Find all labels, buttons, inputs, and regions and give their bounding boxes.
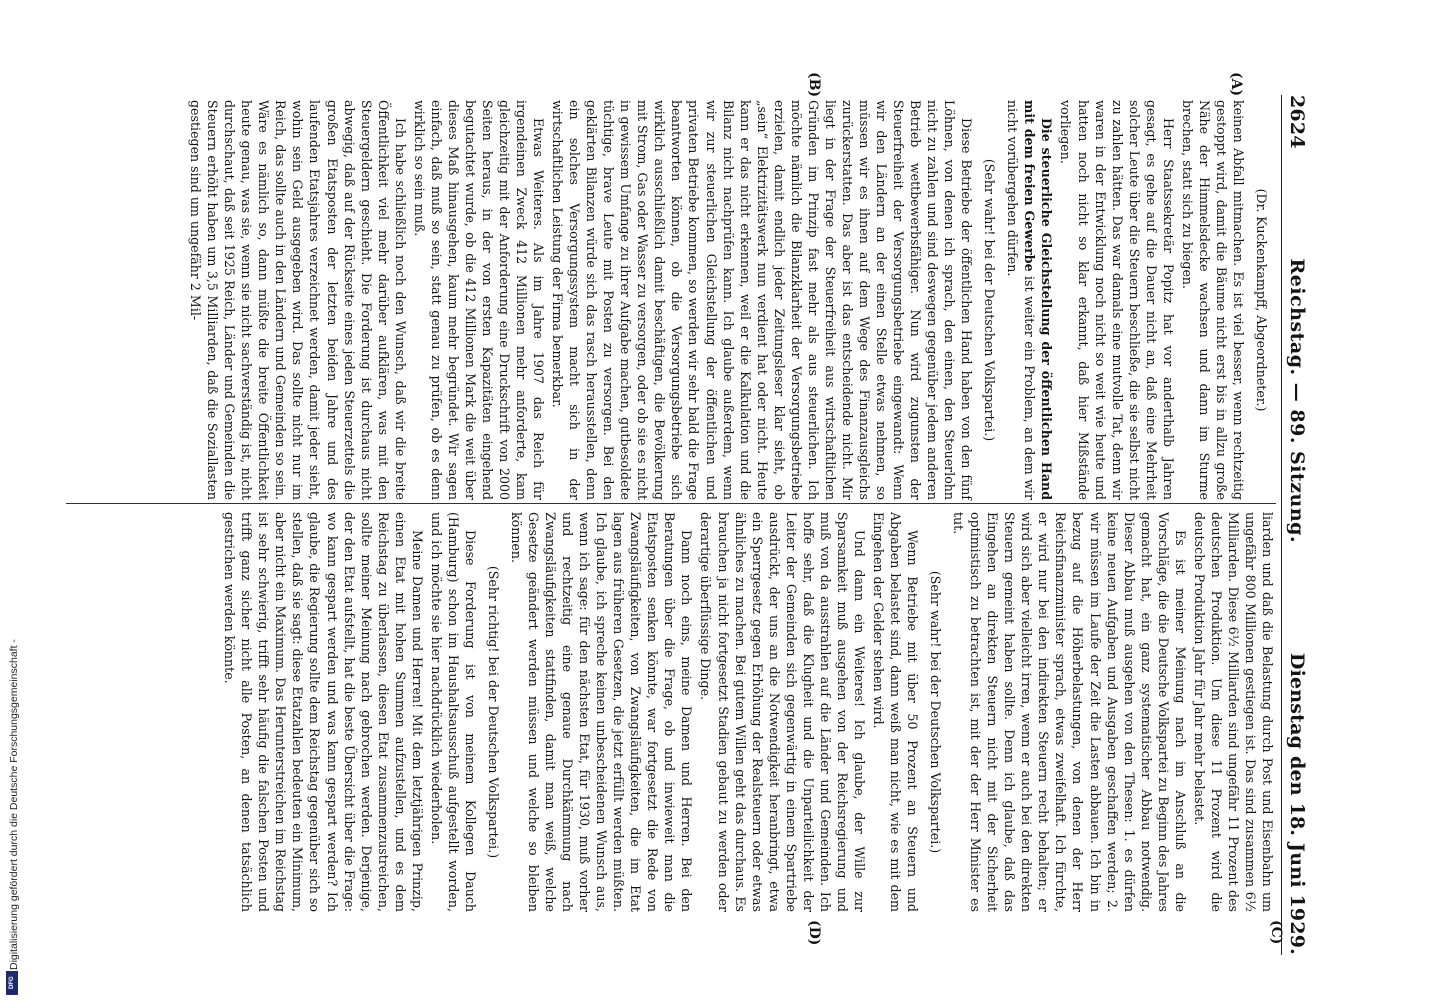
- paragraph: Dann noch eins, meine Damen und Herren. Bei den Beratungen über die Frage, ob und inwieweit man die Etatsposten senken könnte, war fortgesetzt die Rede von Zwangsläufigkeiten, von Zwangsläufigkeiten, die im Etat lagen aus früheren Gesetzen, die jetzt erfüllt werden müßten. Ich glaube, ich spreche keinen unbescheidenen Wunsch aus, wenn ich sage: für den nächsten Etat, für 1930, muß vorher und rechtzeitig eine genaue Durchkämmung nach Zwangsläufigkeiten stattfinden, damit man weiß, welche Gesetze geändert werden müssen und welche so bleiben können.: [508, 512, 695, 912]
- right-column: [219, 512, 1276, 912]
- header-session-title: Reichstag. — 89. Sitzung.: [1286, 258, 1308, 544]
- speaker-line: (Dr. Kuckenkampff, Abgeordneter.): [1254, 188, 1269, 412]
- applause-note: (Sehr richtig! bei der Deutschen Volkspartei.): [485, 565, 501, 859]
- header-date: Dienstag den 18. Juni 1929.: [1286, 652, 1308, 955]
- header-rule: [1281, 95, 1282, 955]
- page-number: 2624: [1286, 95, 1308, 149]
- paragraph: Herr Staatssekretär Popitz hat vor anderthalb Jahren gesagt, es gehe auf die Dauer nicht an, daß eine Mehrheit solcher Leute über die Steuern beschließe, die sie selbst nicht zu zahlen hätten. Das war damals eine mutvolle Tat, denn wir waren in der Entwicklung noch nicht so weit wie heute und hatten noch nicht so klar erkannt, daß hier Mißstände vorliegen.: [1058, 100, 1176, 500]
- left-column: [185, 100, 1276, 500]
- paragraph: Und dann ein Weiteres! Ich glaube, der Wille zur Sparsamkeit muß ausgehen von der Reichsregierung und muß von da ausstrahlen auf die Länder und Gemeinden. Ich hoffe sehr, daß die Klugheit und die Unparteilichkeit der Leiter der Gemeinden sich gegenwärtig in einem Spartriebe ausdrückt, der uns an die Notwendigkeit heranbringt, etwa ein Sperrgesetz gegen Erhöhung der Realsteuern oder etwas ähnliches zu machen. Bei gutem Willen geht das durchaus. Es brauchen ja nicht fortgesetzt Stadien gebaut zu werden oder derartige überflüssige Dinge.: [698, 512, 867, 912]
- applause-note: (Sehr wahr! bei der Deutschen Volkspartei.): [928, 570, 944, 854]
- margin-mark-c: (C): [1268, 920, 1284, 945]
- margin-mark-d: (D): [806, 920, 822, 946]
- paragraph: Diese Forderung ist von meinem Kollegen Dauch (Hamburg) schon im Haushaltsausschuß aufgestellt worden, und ich möchte sie hier nachdrücklich wiederholen.: [428, 512, 478, 912]
- paragraph: Es ist meiner Meinung nach im Anschluß an die Vorschläge, die die Deutsche Volkspartei zu Beginn des Jahres gemacht hat, ein ganz systematischer Abbau notwendig. Dieser Abbau muß ausgehen von den Thesen: 1. es dürfen keine neuen Aufgaben und Ausgaben geschaffen werden; 2. wir müssen im Laufe der Zeit die Lasten abbauen. Ich bin in bezug auf die Höherbelastungen, von denen der Herr Reichsfinanzminister sprach, etwas zweifelhaft. Ich fürchte, er wird nur bei den indirekten Steuern recht behalten; er wird sich aber vielleicht irren, wenn er auch bei den direkten Steuern gemeint haben sollte. Denn ich glaube, daß das Eingehen an direkten Steuern nicht mit der Sicherheit optimistisch zu betrachten ist, mit der der Herr Minister es tut.: [951, 512, 1188, 912]
- paragraph: Meine Damen und Herren! Mit dem letztjährigen Prinzip, einen Etat mit hohen Summen aufzustellen, und es dem Reichstag zu überlassen, diesen Etat zusammenzustreichen, sollte meiner Meinung nach gebrochen werden. Derjenige, der den Etat aufstellt, hat die beste Übersicht über die Frage: wo kann gespart werden und was kann gespart werden? Ich glaube, die Regierung sollte dem Reichstag gegenüber sich so stellen, daß sie sagt: diese Etatzahlen bedeuten ein Minimum, aber nicht ein Maximum. Das Herunterstreichen im Reichstag ist sehr schwierig, trifft sehr häufig die falschen Posten und trifft ganz sicher nicht alle Posten, an denen tatsächlich gestrichen werden könnte.: [222, 512, 425, 912]
- applause-note: (Sehr wahr! bei der Deutschen Volkspartei.): [982, 158, 998, 442]
- bold-phrase: Die steuerliche Gleichstellung der öffentlichen Hand mit dem freien Gewerbe: [1022, 100, 1055, 500]
- paragraph: Etwas Weiteres. Als im Jahre 1907 das Reich für irgendeinen Zweck 412 Millionen mehr anforderte, kam gleichzeitig mit der Anforderung eine Druckschrift von 2000 Seiten heraus, in der von ersten Kapazitäten eingehend begutachtet wurde, ob die 412 Millionen Mark die weit über dieses Maß hinausgehen, kaum mehr begründet. Wir sagen einfach, daß muß so sein, statt genau zu prüfen, ob es denn wirklich so sein muß.: [411, 100, 547, 500]
- margin-mark-b: (B): [806, 72, 822, 98]
- margin-mark-a: (A): [1228, 72, 1244, 97]
- digitization-credit: [0, 0, 30, 1000]
- paragraph: [1004, 100, 1055, 500]
- credit-text: Digitalisierung gefördert durch die Deutsche Forschungsgemeinschaft -: [8, 639, 20, 970]
- page-header: [1282, 95, 1312, 955]
- paragraph: Ich habe schließlich noch den Wunsch, daß wir die breite Öffentlichkeit viel mehr darüber aufklären, was mit den Steuergeldern geschieht. Die Forderung ist durchaus nicht abwegig, daß auf der Rückseite eines jeden Steuerzettels die großen Etatsposten der letzten beiden Jahre und des laufenden Etatsjahres verzeichnet werden, damit jeder sieht, wohin sein Geld ausgegeben wird. Das sollte nicht nur im Reich, das sollte auch in den Ländern und Gemeinden so sein. Wäre es nämlich so, dann müßte die breite Öffentlichkeit heute genau, was sie, wenn sie nicht sachverständig ist, nicht durchschaut, daß seit 1925 Reich, Länder und Gemeinden die Steuern erhöht haben um 3,5 Milliarden, daß die Soziallasten gestiegen sind um ungefähr 2 Mil-: [188, 100, 408, 500]
- dfg-logo-icon: DFG: [6, 971, 18, 995]
- paragraph: Wenn Betriebe mit über 50 Prozent an Steuern und Abgaben belastet sind, dann weiß man nicht, wie es mit dem Eingehen der Gelder stehen wird.: [870, 512, 921, 912]
- paragraph: keinen Abfall mitmachen. Es ist viel besser, wenn rechtzeitig gestoppt wird, damit die Bäume nicht erst bis in allzu große Nähe der Himmelsdecke wachsen und dann im Sturme brechen, statt sich zu biegen.: [1179, 100, 1246, 500]
- paragraph: liarden und daß die Belastung durch Post und Eisenbahn um ungefähr 800 Millionen gestiegen ist. Das sind zusammen 6½ Milliarden. Diese 6½ Milliarden sind ungefähr 11 Prozent des deutschen Produktion. Um diese 11 Prozent wird die deutsche Produktion Jahr für Jahr mehr belastet.: [1191, 512, 1275, 912]
- column-divider: [66, 503, 1276, 504]
- paragraph: Diese Betriebe der öffentlichen Hand haben von den fünf Löhnen, von denen ich sprach, den einen, den Steuerlohn nicht zu zahlen und sind deswegen gegenüber jedem anderen Betrieb wettbewerbsfähiger. Nun wird zugunsten der Steuerfreiheit der Versorgungsbetriebe eingewandt: Wenn wir den Ländern an der einen Stelle etwas nehmen, so müssen wir es ihnen auf dem Wege des Finanzausgleichs zurückerstatten. Das aber ist das entscheidende nicht. Mir liegt in der Frage der Steuerfreiheit aus wirtschaftlichen Gründen im Prinzip fast mehr als aus steuerlichen. Ich möchte nämlich die Bilanzklarheit der Versorgungsbetriebe erzielen, damit endlich jeder Zeitungsleser klar sieht, ob „sein“ Elektrizitätswerk nun verdient hat oder nicht. Heute kann er das nicht erkennen, weil er die Kalkulation und die Bilanz nicht nachprüfen kann. Ich glaube außerdem, wenn wir zur steuerlichen Gleichstellung der öffentlichen und privaten Betriebe kommen, so werden wir sehr bald die Frage beantworten können, ob die Versorgungsbetriebe sich wirklich ausschließlich damit beschäftigen, die Bevölkerung mit Strom, Gas oder Wasser zu versorgen, oder ob sie es nicht in gewissem Umfange zu ihrer Aufgabe machen, gutbesoldete tüchtige, brave Leute mit Posten zu versorgen. Bei den geklärten Bilanzen würde sich das rasch herausstellen, denn ein solches Versorgungssystem macht sich in der wirtschaftlichen Leistung der Firma bemerkbar.: [550, 100, 975, 500]
- paragraph-rest: ist weiter ein Problem, an dem wir nicht vorübergehen dürfen.: [1005, 100, 1038, 500]
